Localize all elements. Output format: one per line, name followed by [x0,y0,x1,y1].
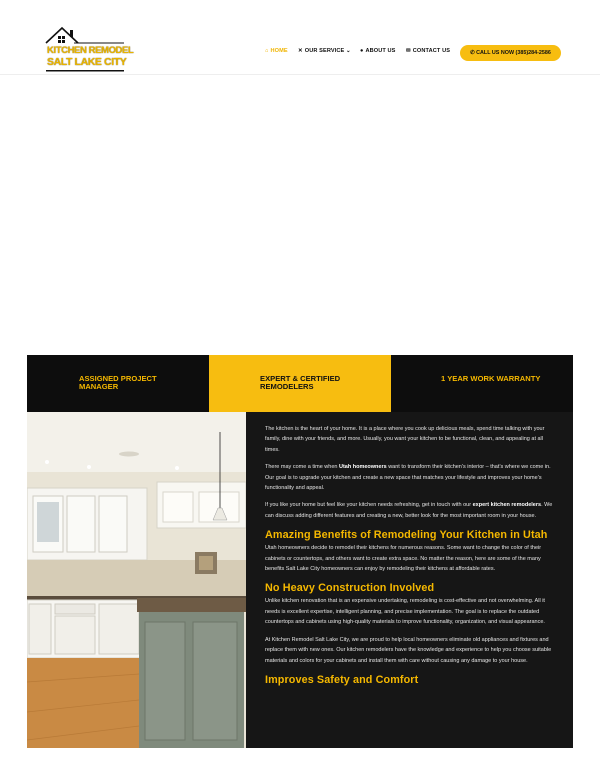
nav-our-service-label: OUR SERVICE [304,48,345,54]
construction-heading: No Heavy Construction Involved [265,582,435,595]
feature-title: 1 YEAR WORK WARRANTY [441,374,541,383]
call-us-label: CALL US NOW (385)284-2586 [476,50,551,56]
utah-homeowners-link: Utah homeowners [338,464,387,471]
logo-line-1: KITCHEN REMODEL [47,45,134,56]
envelope-icon: ✉ [406,48,411,54]
feature-project-manager [27,355,209,412]
construction-paragraph: Unlike kitchen renovation that is an expensive undertaking, remodeling is cost-effective and not overwhelming. All it needs is excellent expertise, intelligent planning, and precise implementation. The goal is to replace the outdated countertops and cabinets using high-quality materials to improve functionality, organization, and visual appearance. [265,598,545,626]
content-panel [246,412,573,748]
nav-our-service[interactable] [298,48,351,54]
tools-icon: ✕ [298,48,303,54]
benefits-paragraph: Utah homeowners decide to remodel their kitchens for numerous reasons. Some want to change the color of their cabinets or countertops, and others want to create extra space. No matter the reason, here are some of the many benefits Salt Lake City homeowners can enjoy by remodeling their kitchens at affordable rates. [265,545,542,573]
feature-bar [27,355,573,412]
benefits-heading: Amazing Benefits of Remodeling Your Kitchen in Utah [265,529,548,542]
site-logo[interactable] [44,26,134,74]
feature-warranty [391,355,573,412]
intro-paragraph: The kitchen is the heart of your home. It is a place where you cook up delicious meals, spend time talking with your family, dine with your friends, and more. Usually, you want your kitchen to be functional, clean, and appealing at all times. [265,426,545,453]
homeowners-paragraph: There may come a time when Utah homeowners want to transform their kitchen’s interior – that’s where we come in. Our goal is to upgrade your kitchen and create a new space that matches your lifestyle and improves your home’s functionality and appeal. [265,464,551,492]
kitchen-photo [27,412,246,748]
feature-certified-remodelers [209,355,391,412]
nav-home[interactable] [265,48,288,54]
nav-about-us-label: ABOUT US [365,48,396,54]
local-homeowners-paragraph: At Kitchen Remodel Salt Lake City, we are proud to help local homeowners eliminate old appliances and fixtures and replace them with new ones. Our kitchen remodelers have the knowledge and experience to help you choose suitable materials and colors for your cabinets and install them with care without causing any damage to your house. [265,636,552,664]
refresh-paragraph: If you like your home but feel like your kitchen needs refreshing, get in touch with our expert kitchen remodelers. We can discuss adding different features and creating a new, better look for the most important room in your house. [265,502,553,519]
chevron-down-icon: ⌄ [346,48,351,54]
nav-contact-us-label: CONTACT US [412,48,451,54]
safety-heading: Improves Safety and Comfort [265,673,419,686]
logo-line-2: SALT LAKE CITY [47,56,127,68]
nav-contact-us[interactable] [406,48,450,54]
nav-home-label: HOME [270,48,288,54]
phone-icon: ✆ [470,50,475,56]
expert-remodelers-link: expert kitchen remodelers [472,502,542,509]
site-header [0,0,600,75]
feature-title: ASSIGNED PROJECT MANAGER [79,374,157,391]
feature-title: EXPERT & CERTIFIED REMODELERS [260,374,341,391]
call-us-button[interactable] [460,45,561,61]
info-icon: ● [360,48,364,54]
home-icon: ⌂ [265,48,269,54]
nav-about-us[interactable] [360,48,396,54]
